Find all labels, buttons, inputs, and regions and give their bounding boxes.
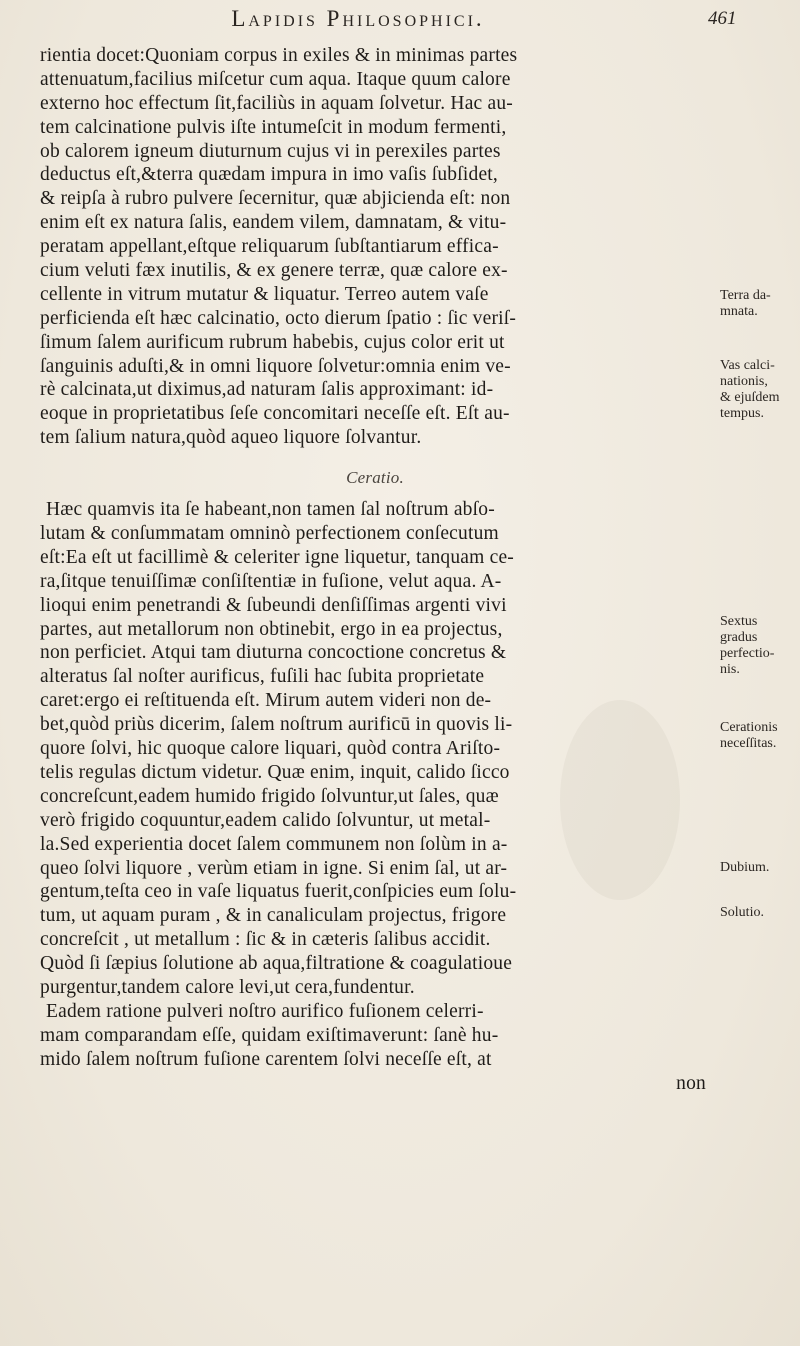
note-line: nis. [720,662,740,677]
note-line: nationis, [720,374,768,389]
text-line: quore ſolvi, hic quoque calore liquari, quòd contra Ariſto- [40,738,501,760]
text-line: externo hoc effectum ſit,faciliùs in aquam ſolvetur. Hac au- [40,92,513,114]
note-line: gradus [720,630,758,645]
text-line: eſt:Ea eſt ut facillimè & celeriter igne liquetur, tanquam ce- [40,546,515,568]
text-line: & reipſa à rubro pulvere ſecernitur, quæ abjicienda eſt: non [40,188,511,210]
main-text-block [40,44,710,1095]
note-line: Cerationis [720,720,778,735]
note-line: mnata. [720,304,758,319]
text-line: caret:ergo ei reſtituenda eſt. Mirum autem videri non de- [40,690,492,712]
text-line: Quòd ſi ſæpius ſolutione ab aqua,filtratione & coagulatioue [40,953,513,975]
text-line: partes, aut metallorum non obtinebit, ergo in ea projectus, [40,618,503,640]
text-line: bet,quòd priùs dicerim, ſalem noſtrum aurificū in quovis li- [40,714,513,736]
text-line: mido ſalem noſtrum fuſione carentem ſolvi neceſſe eſt, at [40,1048,492,1070]
text-line: enim eſt ex natura ſalis, eandem vilem, damnatam, & vitu- [40,212,507,234]
text-line: ſimum ſalem aurificum rubrum habebis, cujus color erit ut [40,331,505,353]
text-line: eoque in proprietatibus ſeſe concomitari neceſſe eſt. Eſt au- [40,403,510,425]
text-line: la.Sed experientia docet ſalem communem non ſolùm in a- [40,833,508,855]
running-head: Lapidis Philosophici. [231,6,485,31]
text-line: queo ſolvi liquore , verùm etiam in igne. Si enim ſal, ut ar- [40,857,508,879]
text-line: tem ſalium natura,quòd aqueo liquore ſolvantur. [40,427,422,449]
text-line: Eadem ratione pulveri noſtro aurifico fuſionem celerri- [46,1000,484,1022]
text-line: lioqui enim penetrandi & ſubeundi denſiſſimas argenti vivi [40,594,507,616]
margin-note-dubium [720,860,796,876]
text-line: rè calcinata,ut diximus,ad naturam ſalis approximant: id- [40,379,494,401]
text-line: ſanguinis aduſti,& in omni liquore ſolvetur:omnia enim ve- [40,355,511,377]
margin-note-cerationis [720,720,796,752]
text-line: Hæc quamvis ita ſe habeant,non tamen ſal noſtrum abſo- [46,499,495,521]
text-line: tem calcinatione pulvis iſte intumeſcit in modum fermenti, [40,116,507,138]
text-line: purgentur,tandem calore levi,ut cera,fundentur. [40,976,415,998]
text-line: cium veluti fæx inutilis, & ex genere terræ, quæ calore ex- [40,260,508,282]
text-line: telis regulas dictum videtur. Quæ enim, inquit, calido ſicco [40,761,510,783]
text-line: verò frigido coquuntur,eadem calido ſolvuntur, ut metal- [40,809,491,831]
text-line: lutam & conſummatam omninò perfectionem conſecutum [40,523,499,545]
margin-note-terra [720,288,796,320]
section-heading: Ceratio. [346,468,404,488]
paragraph-1 [40,44,710,450]
text-line: concreſcit , ut metallum : ſic & in cæteris ſalibus accidit. [40,929,491,951]
margin-note-solutio [720,905,796,921]
margin-note-vas [720,358,796,422]
page-number: 461 [708,8,737,29]
text-line: deductus eſt,&terra quædam impura in imo vaſis ſubſidet, [40,164,498,186]
note-line: Terra da- [720,288,771,303]
text-line: gentum,teſta ceo in vaſe liquatus fuerit,conſpicies eum ſolu- [40,881,517,903]
text-line: ob calorem igneum diuturnum cujus vi in perexiles partes [40,140,501,162]
note-line: Solutio. [720,905,764,920]
text-line: mam comparandam eſſe, quidam exiſtimaverunt: ſanè hu- [40,1024,499,1046]
text-line: attenuatum,facilius miſcetur cum aqua. Itaque quum calore [40,68,511,90]
note-line: Dubium. [720,860,770,875]
margin-note-sextus [720,614,796,678]
note-line: Sextus [720,614,758,629]
note-line: Vas calci- [720,358,775,373]
note-line: tempus. [720,406,764,421]
note-line: & ejuſdem [720,390,780,405]
text-line: ra,ſitque tenuiſſimæ conſiſtentiæ in fuſione, velut aqua. A- [40,570,502,592]
text-line: cellente in vitrum mutatur & liquatur. Terreo autem vaſe [40,283,489,305]
text-line: non perficiet. Atqui tam diuturna concoctione concretus & [40,642,507,664]
text-line: rientia docet:Quoniam corpus in exiles & in minimas partes [40,45,518,66]
catchword: non [676,1072,706,1094]
note-line: perfectio- [720,646,775,661]
text-line: perficienda eſt hæc calcinatio, octo dierum ſpatio : ſic veriſ- [40,307,517,329]
text-line: alteratus ſal noſter aurificus, fuſili hac ſubita proprietate [40,666,485,688]
text-line: concreſcunt,eadem humido frigido ſolvuntur,ut ſales, quæ [40,785,499,807]
text-line: peratam appellant,eſtque reliquarum ſubſtantiarum effica- [40,236,499,258]
paragraph-2 [40,498,710,1071]
note-line: neceſſitas. [720,736,777,751]
text-line: tum, ut aquam puram , & in canaliculam projectus, frigore [40,905,507,927]
